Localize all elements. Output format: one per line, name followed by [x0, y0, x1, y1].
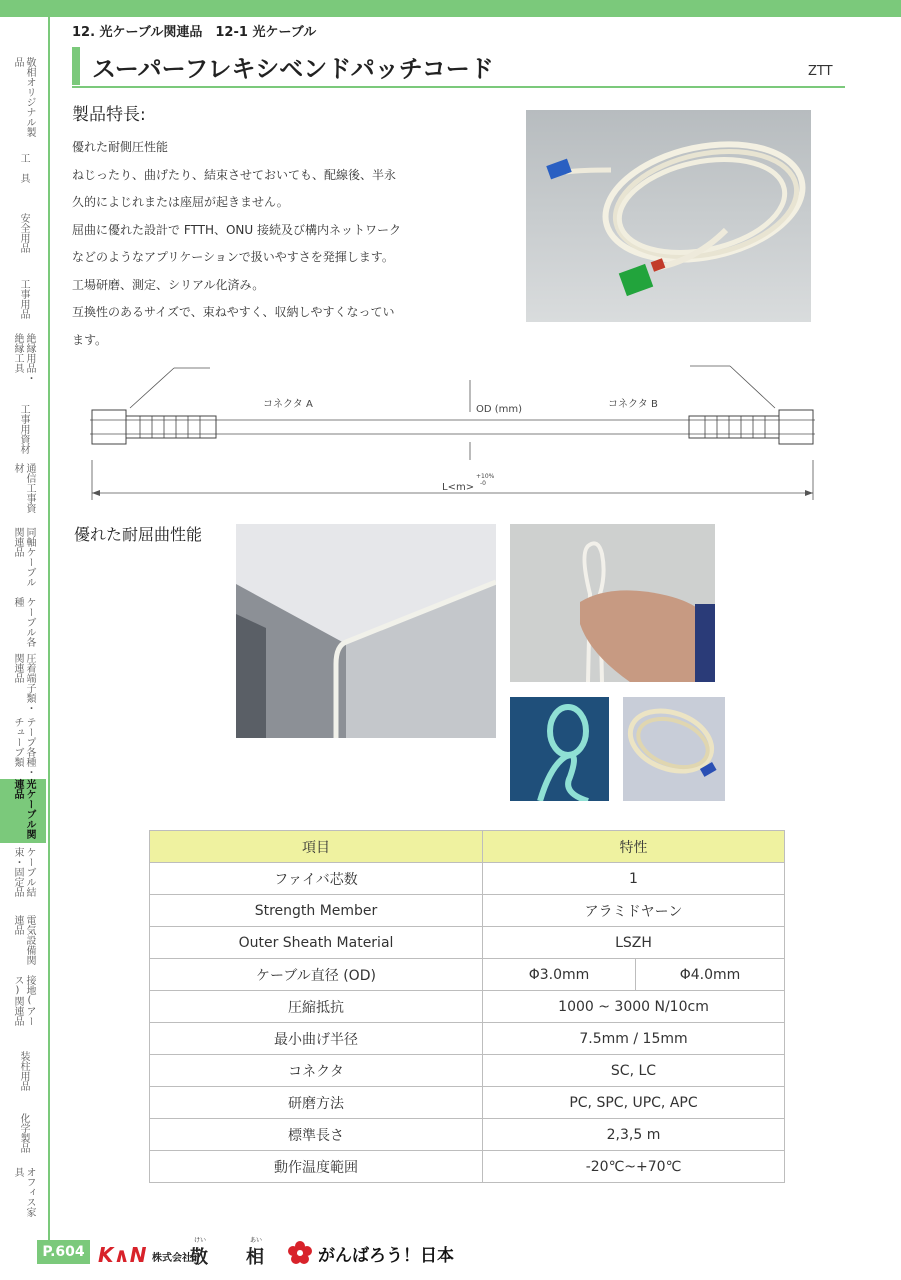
sidebar-tab-coaxial[interactable]: 同軸ケーブル関連品 — [12, 527, 35, 587]
table-row — [150, 927, 785, 959]
sidebar-tab-construction-materials[interactable]: 工事用資材 — [18, 404, 29, 454]
table-row — [150, 991, 785, 1023]
table-row — [150, 895, 785, 927]
sidebar-tab-chemical[interactable]: 化学製品 — [18, 1113, 29, 1153]
sidebar-tab-construction[interactable]: 工事用品 — [18, 279, 29, 319]
row-value: PC, SPC, UPC, APC — [483, 1087, 785, 1119]
table-row — [150, 1087, 785, 1119]
sidebar-tab-crimp[interactable]: 圧着端子類・関連品 — [12, 653, 35, 713]
row-label: ファイバ芯数 — [150, 863, 483, 895]
row-label: 圧縮抵抗 — [150, 991, 483, 1023]
feature-line: などのようなアプリケーションで扱いやすさを発揮します。 — [72, 250, 394, 264]
tolerance-bottom: -0 — [480, 480, 486, 487]
row-label: 動作温度範囲 — [150, 1151, 483, 1183]
feature-line: 優れた耐側圧性能 — [72, 140, 169, 154]
row-value: -20℃~+70℃ — [483, 1151, 785, 1183]
row-label: 最小曲げ半径 — [150, 1023, 483, 1055]
bend-photo-hand-loop — [510, 524, 715, 682]
row-value: LSZH — [483, 927, 785, 959]
row-value: 2,3,5 m — [483, 1119, 785, 1151]
table-row — [150, 1151, 785, 1183]
sidebar-tab-electrical[interactable]: 電気設備関連品 — [12, 915, 35, 965]
feature-line: 屈曲に優れた設計で FTTH、ONU 接続及び構内ネットワーク — [72, 222, 402, 237]
od-label: OD (mm) — [476, 404, 523, 415]
technical-drawing — [70, 360, 835, 510]
sakura-icon — [287, 1240, 313, 1270]
row-value: SC, LC — [483, 1055, 785, 1087]
top-color-bar — [0, 0, 901, 17]
features-text — [72, 134, 432, 354]
company-name-1: 敬 — [190, 1247, 208, 1268]
table-row — [150, 1119, 785, 1151]
tolerance-top: +10% — [476, 473, 495, 480]
bend-performance-heading: 優れた耐屈曲性能 — [74, 525, 203, 544]
row-label: Strength Member — [150, 895, 483, 927]
table-row — [150, 1055, 785, 1087]
company-logo-mark: K∧N — [98, 1243, 147, 1267]
table-row — [150, 863, 785, 895]
row-label: コネクタ — [150, 1055, 483, 1087]
sidebar-tab-grounding[interactable]: 接地(アース)関連品 — [12, 975, 35, 1026]
row-label: Outer Sheath Material — [150, 927, 483, 959]
sidebar-tab-original[interactable]: 敬相オリジナル製品 — [12, 57, 35, 137]
sidebar-tab-tools[interactable]: 工 具 — [18, 153, 29, 183]
sidebar-tab-optical-cable[interactable]: 光ケーブル関連品 — [0, 779, 46, 843]
title-accent-bar — [72, 47, 80, 85]
table-row — [150, 959, 785, 991]
sidebar-tab-cables[interactable]: ケーブル各種 — [12, 597, 35, 647]
slogan: がんばろう！日本 — [318, 1246, 454, 1266]
spec-table — [149, 830, 785, 1183]
company-prefix: 株式会社 — [152, 1253, 192, 1264]
sidebar-tab-office[interactable]: オフィス家具 — [12, 1167, 35, 1217]
features-heading: 製品特長: — [72, 105, 146, 125]
row-value: Φ3.0mm — [483, 959, 636, 991]
row-label: 研磨方法 — [150, 1087, 483, 1119]
product-photo — [526, 110, 811, 322]
sidebar-tab-insulation[interactable]: 絶縁用品・絶縁工具 — [12, 333, 35, 383]
category-sidebar — [0, 17, 50, 1240]
table-header-row — [150, 831, 785, 863]
table-row — [150, 1023, 785, 1055]
page-title: スーパーフレキシベンドパッチコード — [92, 55, 494, 83]
feature-line: 互換性のあるサイズで、束ねやすく、収納しやすくなってい — [72, 305, 395, 319]
brand-label: ZTT — [808, 64, 833, 79]
bend-photo-knot — [510, 697, 609, 801]
row-value: アラミドヤーン — [483, 895, 785, 927]
length-label: L<m> — [442, 482, 475, 493]
bend-photo-coil — [623, 697, 725, 801]
company-name-2: 相 — [246, 1247, 264, 1268]
row-label: 標準長さ — [150, 1119, 483, 1151]
row-value: Φ4.0mm — [636, 959, 785, 991]
row-value: 1 — [483, 863, 785, 895]
sidebar-tab-pole[interactable]: 装柱用品 — [18, 1051, 29, 1091]
feature-line: 工場研磨、測定、シリアル化済み。 — [72, 277, 265, 292]
sidebar-tab-safety[interactable]: 安全用品 — [18, 213, 29, 253]
row-label: ケーブル直径 (OD) — [150, 959, 483, 991]
title-underline — [72, 86, 845, 88]
sidebar-tab-cable-binding[interactable]: ケーブル結束・固定品 — [12, 847, 35, 897]
company-ruby-1: けい — [194, 1237, 207, 1244]
header-item: 項目 — [150, 831, 483, 863]
row-value: 7.5mm / 15mm — [483, 1023, 785, 1055]
breadcrumb: 12. 光ケーブル関連品 12-1 光ケーブル — [72, 25, 317, 40]
page-number: P.604 — [37, 1240, 90, 1264]
connector-a-label: コネクタ A — [263, 399, 313, 410]
feature-line: ねじったり、曲げたり、結束させておいても、配線後、半永 — [72, 167, 397, 182]
header-property: 特性 — [483, 831, 785, 863]
sidebar-tab-tape[interactable]: テープ各種・チューブ類 — [12, 717, 35, 777]
feature-line: ます。 — [72, 332, 108, 347]
connector-b-label: コネクタ B — [608, 399, 658, 410]
feature-line: 久的によじれまたは座屈が起きません。 — [72, 195, 289, 209]
company-ruby-2: あい — [250, 1237, 263, 1244]
bend-photo-table-edge — [236, 524, 496, 738]
sidebar-tab-telecom[interactable]: 通信工事資材 — [12, 463, 35, 513]
row-value: 1000 ~ 3000 N/10cm — [483, 991, 785, 1023]
